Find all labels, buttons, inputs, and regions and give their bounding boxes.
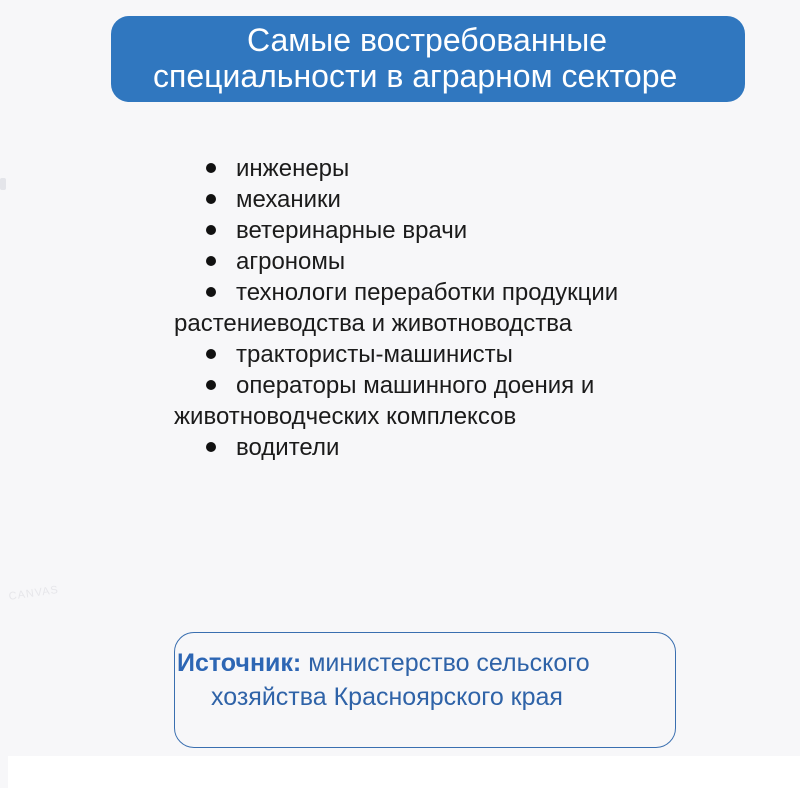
list-item-text: механики (236, 186, 341, 213)
bullet-icon (174, 370, 236, 401)
list-item (174, 184, 734, 215)
list-item (174, 339, 734, 370)
list-item-continuation (174, 308, 734, 339)
list-item-text: инженеры (236, 155, 350, 182)
list-item-text: ветеринарные врачи (236, 217, 468, 244)
list-item-continuation (174, 401, 734, 432)
bullet-icon (174, 432, 236, 463)
bullet-icon (174, 153, 236, 184)
list-item-text: технологи переработки продукции (236, 279, 619, 306)
source-text-2: хозяйства Красноярского края (211, 683, 563, 711)
bullet-icon (174, 339, 236, 370)
list-item (174, 153, 734, 184)
list-item-text: агрономы (236, 248, 346, 275)
title-line-1: Самые востребованные (247, 22, 607, 58)
source-box (174, 632, 676, 748)
list-item (174, 215, 734, 246)
list-item-text: растениеводства и животноводства (174, 310, 573, 337)
bullet-icon (174, 246, 236, 277)
list-item-text: операторы машинного доения и (236, 372, 595, 399)
list-item (174, 277, 734, 308)
specialties-list (174, 153, 734, 463)
source-label: Источник: (177, 649, 302, 677)
source-text-1: министерство сельского (308, 649, 590, 677)
list-item (174, 370, 734, 401)
list-item-text: животноводческих комплексов (174, 403, 517, 430)
edge-marker (0, 178, 6, 190)
bottom-white-strip (8, 756, 800, 788)
list-item (174, 432, 734, 463)
source-line-1 (177, 647, 590, 679)
bullet-icon (174, 184, 236, 215)
title-line-2: специальности в аграрном секторе (153, 58, 678, 94)
title-banner (111, 16, 745, 102)
bullet-icon (174, 277, 236, 308)
list-item-text: трактористы-машинисты (236, 341, 513, 368)
list-item (174, 246, 734, 277)
bullet-icon (174, 215, 236, 246)
canvas-watermark: CANVAS (8, 583, 60, 603)
list-item-text: водители (236, 434, 340, 461)
